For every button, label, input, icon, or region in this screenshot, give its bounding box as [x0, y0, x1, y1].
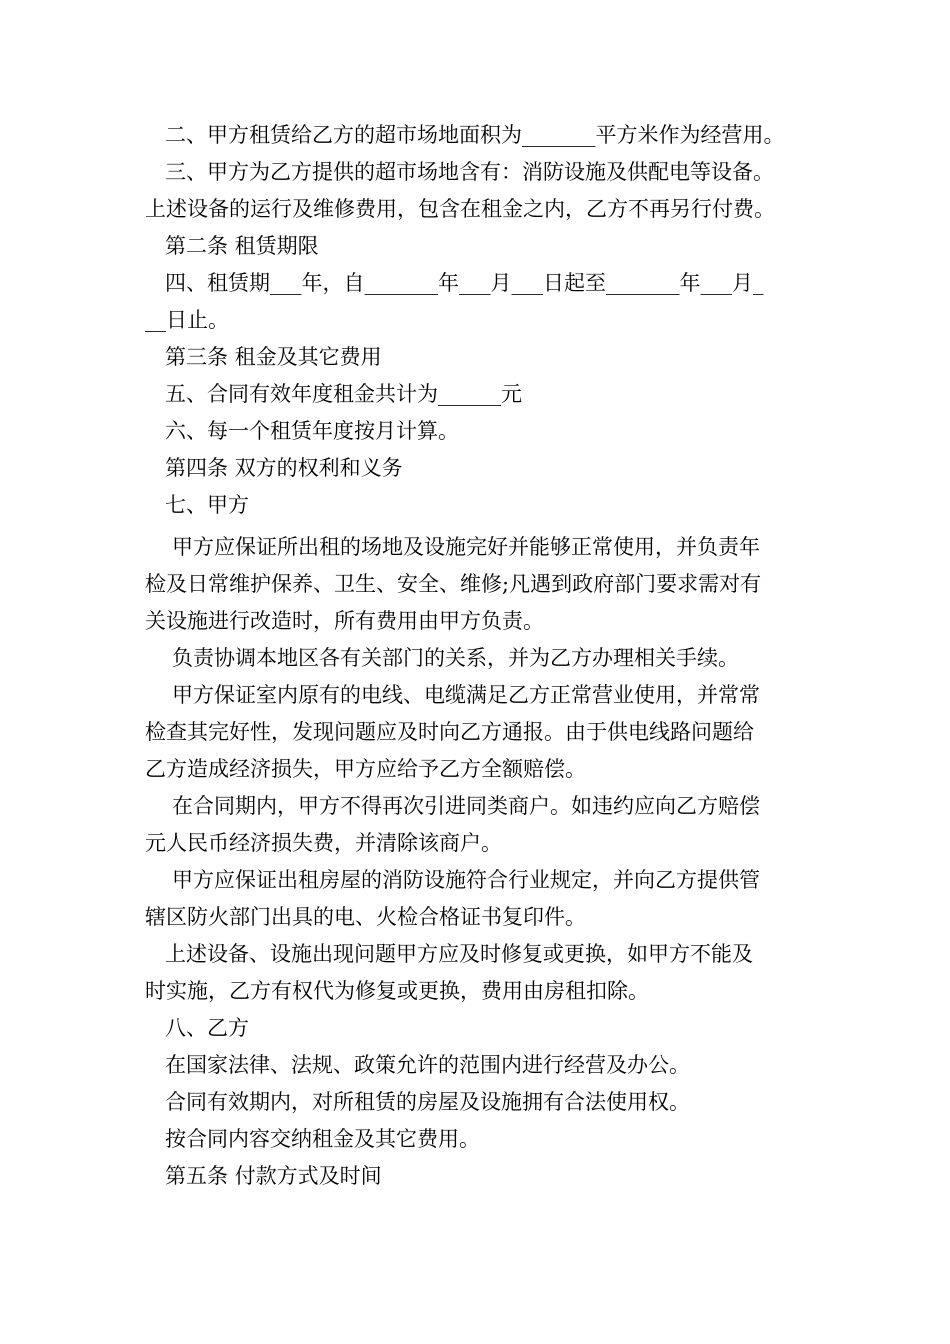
clause-4-cont: __日止。	[145, 308, 229, 332]
article-2-heading: 第二条 租赁期限	[165, 234, 319, 258]
clause-6-monthly: 六、每一个租赁年度按月计算。	[165, 419, 459, 443]
article-5-heading: 第五条 付款方式及时间	[165, 1164, 382, 1188]
party-a-para-3-cont-2: 乙方造成经济损失，甲方应给予乙方全额赔偿。	[145, 757, 586, 781]
clause-5-rent: 五、合同有效年度租金共计为______元	[165, 382, 522, 406]
party-a-para-2: 负责协调本地区各有关部门的关系，并为乙方办理相关手续。	[172, 646, 739, 670]
party-a-para-3: 甲方保证室内原有的电线、电缆满足乙方正常营业使用，并常常	[172, 683, 760, 707]
party-a-para-4-cont: 元人民币经济损失费，并清除该商户。	[145, 831, 502, 855]
party-a-para-5: 甲方应保证出租房屋的消防设施符合行业规定，并向乙方提供管	[172, 868, 760, 892]
party-a-para-1: 甲方应保证所出租的场地及设施完好并能够正常使用，并负责年	[172, 535, 760, 559]
clause-2-area: 二、甲方租赁给乙方的超市场地面积为_______平方米作为经营用。	[165, 123, 785, 147]
article-4-heading: 第四条 双方的权利和义务	[165, 456, 403, 480]
party-b-para-1: 在国家法律、法规、政策允许的范围内进行经营及办公。	[165, 1053, 690, 1077]
party-a-para-6: 上述设备、设施出现问题甲方应及时修复或更换，如甲方不能及	[165, 942, 753, 966]
party-a-para-3-cont-1: 检查其完好性，发现问题应及时向乙方通报。由于供电线路问题给	[145, 720, 754, 744]
clause-8-party-b: 八、乙方	[165, 1016, 249, 1040]
clause-3-cont: 上述设备的运行及维修费用，包含在租金之内，乙方不再另行付费。	[145, 197, 775, 221]
party-b-para-3: 按合同内容交纳租金及其它费用。	[165, 1127, 480, 1151]
clause-7-party-a: 七、甲方	[165, 493, 249, 517]
party-a-para-1-cont-1: 检及日常维护保养、卫生、安全、维修;凡遇到政府部门要求需对有	[145, 572, 762, 596]
party-b-para-2: 合同有效期内，对所租赁的房屋及设施拥有合法使用权。	[165, 1090, 690, 1114]
clause-4-term: 四、租赁期___年，自_______年___月___日起至_______年___月_	[165, 271, 764, 295]
clause-3-equipment: 三、甲方为乙方提供的超市场地含有：消防设施及供配电等设备。	[165, 160, 774, 184]
article-3-heading: 第三条 租金及其它费用	[165, 345, 382, 369]
party-a-para-1-cont-2: 关设施进行改造时，所有费用由甲方负责。	[145, 609, 544, 633]
party-a-para-6-cont: 时实施，乙方有权代为修复或更换，费用由房租扣除。	[145, 979, 649, 1003]
party-a-para-5-cont: 辖区防火部门出具的电、火检合格证书复印件。	[145, 905, 586, 929]
party-a-para-4: 在合同期内，甲方不得再次引进同类商户。如违约应向乙方赔偿	[172, 794, 760, 818]
